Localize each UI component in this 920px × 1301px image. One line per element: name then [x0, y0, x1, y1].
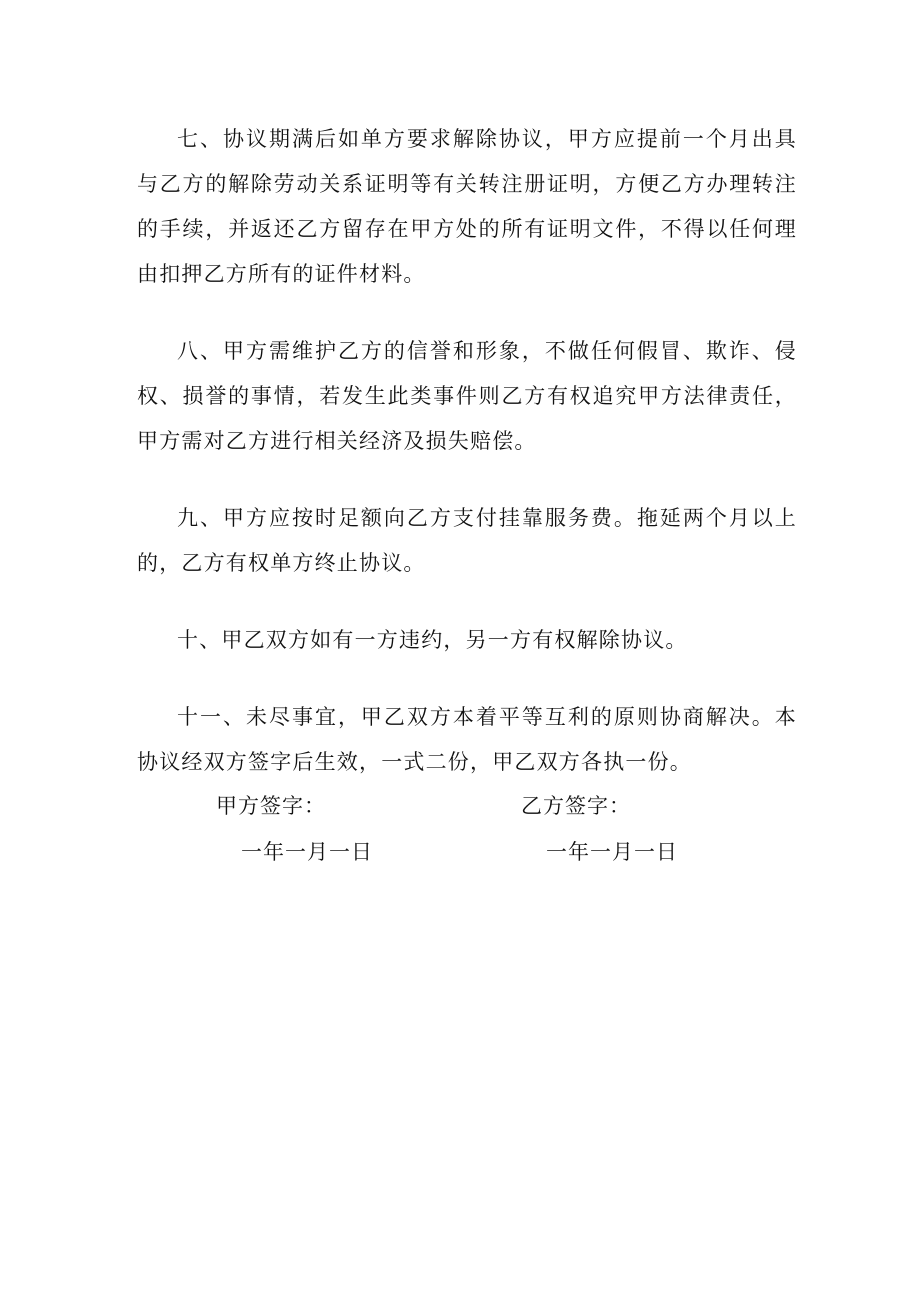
clause-8: 八、甲方需维护乙方的信誉和形象，不做任何假冒、欺诈、侵权、损誉的事情，若发生此类事件则乙方有权追究甲方法律责任，甲方需对乙方进行相关经济及损失赔偿。	[137, 339, 797, 453]
party-b-signature-label: 乙方签字：	[521, 794, 631, 818]
clause-11: 十一、未尽事宜，甲乙双方本着平等互利的原则协商解决。本协议经双方签字后生效，一式二份，甲乙双方各执一份。	[137, 705, 797, 774]
party-a-signature-label: 甲方签字：	[216, 794, 326, 818]
date-row	[0, 832, 920, 872]
clause-9: 九、甲方应按时足额向乙方支付挂靠服务费。拖延两个月以上的，乙方有权单方终止协议。	[137, 506, 797, 575]
clause-7: 七、协议期满后如单方要求解除协议，甲方应提前一个月出具与乙方的解除劳动关系证明等有关转注册证明，方便乙方办理转注的手续，并返还乙方留存在甲方处的所有证明文件，不得以任何理由扣押乙方所有的证件材料。	[137, 127, 797, 286]
agreement-clauses	[137, 117, 797, 817]
signature-row	[0, 786, 920, 826]
clause-10: 十、甲乙双方如有一方违约，另一方有权解除协议。	[177, 628, 688, 652]
party-b-date: 一年一月一日	[546, 840, 678, 864]
party-a-date: 一年一月一日	[241, 840, 373, 864]
